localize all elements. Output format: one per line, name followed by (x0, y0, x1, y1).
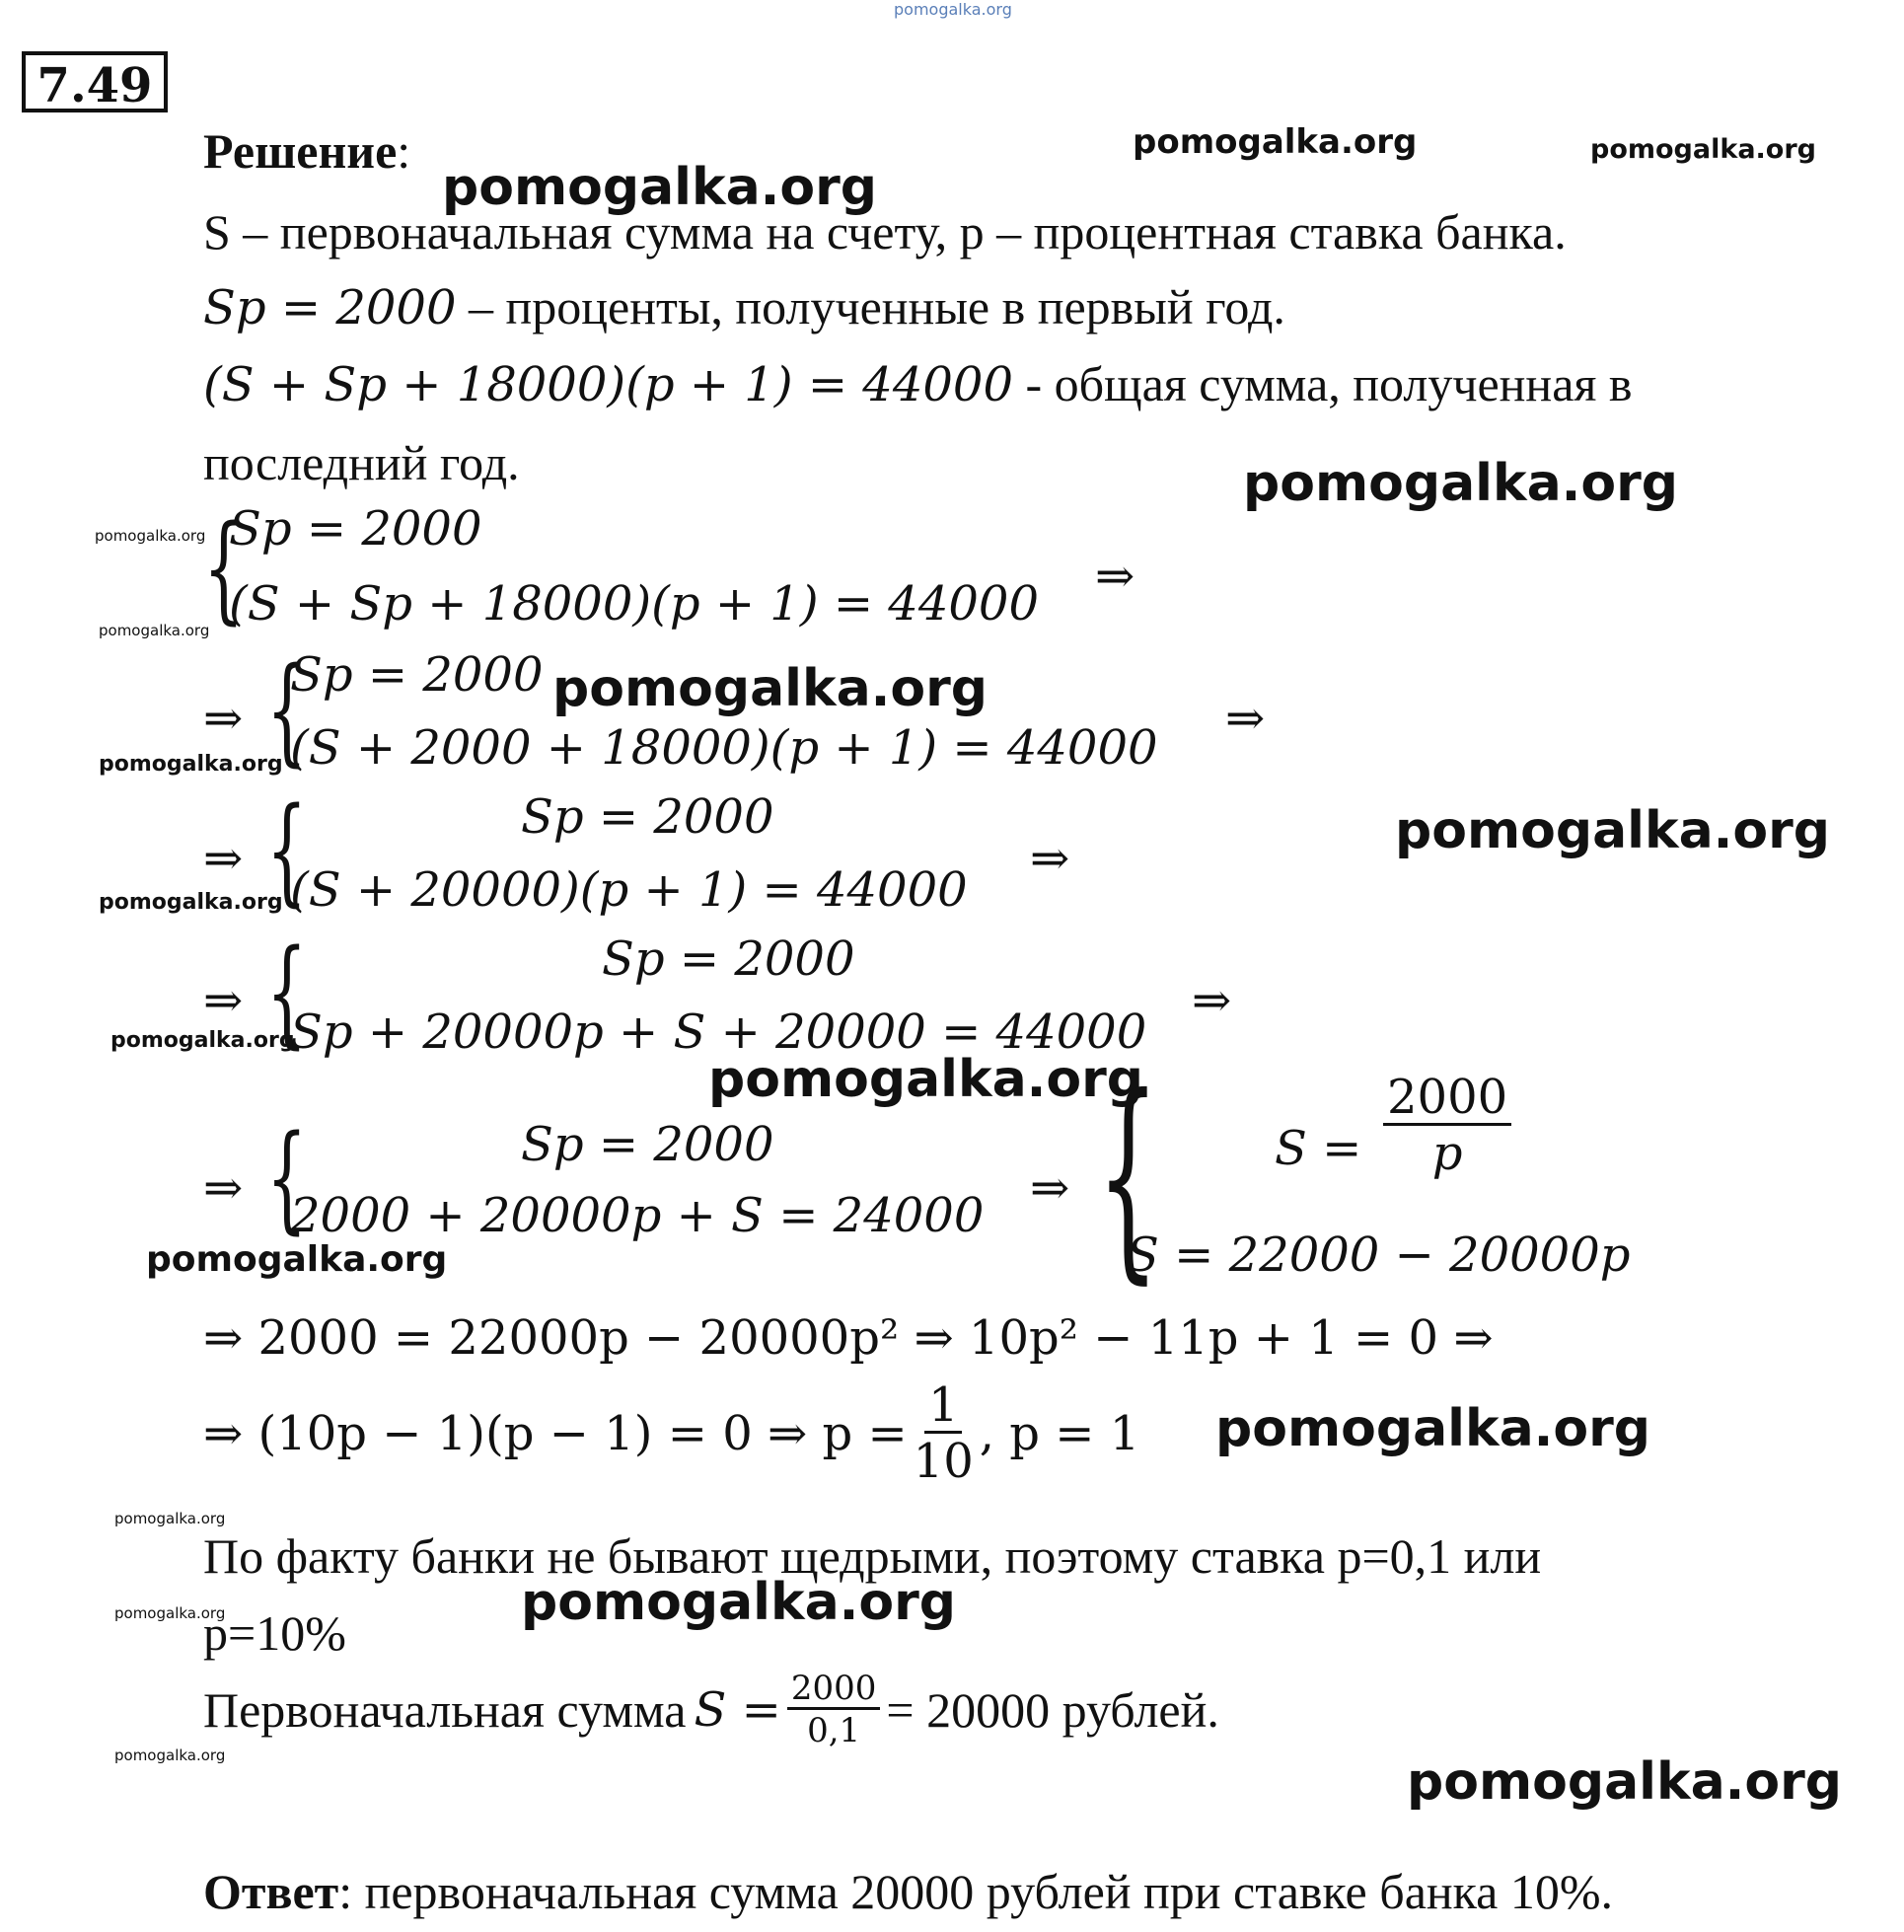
total-description: - общая сумма, полученная в (1013, 356, 1633, 411)
solution-label: Решение (203, 123, 398, 179)
watermark: pomogalka.org (114, 1604, 226, 1622)
interest-line (203, 278, 1285, 335)
initial-sum-result: = 20000 рублей. (886, 1681, 1219, 1738)
definition-line: S – первоначальная сумма на счету, p – процентная ставка банка. (203, 204, 1567, 260)
roots-numerator: 1 (924, 1381, 963, 1434)
watermark: pomogalka.org (1407, 1752, 1843, 1812)
system2-implies: ⇒ (1225, 691, 1266, 746)
system1-implies: ⇒ (1095, 549, 1135, 604)
watermark: pomogalka.org (1395, 801, 1831, 860)
initial-sum-numerator: 2000 (787, 1672, 881, 1710)
fact-line-2: p=10% (203, 1605, 346, 1661)
watermark: pomogalka.org (1243, 454, 1679, 513)
roots-line (203, 1377, 1140, 1489)
solution-heading (203, 122, 410, 180)
watermark: pomogalka.org (552, 659, 989, 718)
system3-lead: ⇒ (203, 831, 244, 886)
system-brace-1: { (203, 499, 245, 635)
total-equation: (S + Sp + 18000)(p + 1) = 44000 (203, 357, 1013, 412)
system6-fraction (1377, 1070, 1517, 1181)
system6-numerator: 2000 (1383, 1074, 1511, 1126)
problem-number-box (22, 51, 168, 112)
system2-lead: ⇒ (203, 691, 244, 746)
system-brace-6: { (1097, 1050, 1159, 1302)
watermark: pomogalka.org (146, 1239, 448, 1280)
system3-eq1: Sp = 2000 (521, 789, 774, 845)
system3-implies: ⇒ (1030, 831, 1070, 886)
system5-lead: ⇒ (203, 1160, 244, 1216)
watermark: pomogalka.org (521, 1573, 957, 1632)
system5-implies: ⇒ (1030, 1160, 1070, 1216)
system2-eq1: Sp = 2000 (290, 647, 544, 703)
watermark: pomogalka.org (114, 1510, 226, 1527)
system5-eq1: Sp = 2000 (521, 1117, 774, 1172)
watermark: pomogalka.org (99, 890, 283, 915)
system6-s-equals: S = (1275, 1121, 1362, 1176)
system-brace-3: { (266, 781, 308, 918)
system4-eq2: Sp + 20000p + S + 20000 = 44000 (290, 1004, 1147, 1060)
roots-denominator: 10 (913, 1434, 974, 1489)
total-line-continued: последний год. (203, 435, 520, 490)
watermark: pomogalka.org (442, 158, 878, 217)
watermark: pomogalka.org (114, 1746, 226, 1764)
system-brace-2: { (266, 641, 308, 778)
system1-eq2: (S + Sp + 18000)(p + 1) = 44000 (229, 576, 1039, 632)
watermark: pomogalka.org (1215, 1399, 1651, 1458)
watermark: pomogalka.org (95, 527, 206, 545)
interest-description: – проценты, полученные в первый год. (456, 279, 1285, 334)
system1-eq1: Sp = 2000 (229, 501, 482, 557)
fact-line-1: По факту банки не бывают щедрыми, поэтому ставка p=0,1 или (203, 1528, 1542, 1584)
quadratic-line: ⇒ 2000 = 22000p − 20000p² ⇒ 10p² − 11p + 1 = 0 ⇒ (203, 1310, 1494, 1366)
roots-right: , p = 1 (979, 1405, 1140, 1461)
system6-denominator: p (1431, 1126, 1463, 1181)
watermark: pomogalka.org (1133, 122, 1418, 162)
initial-sum-s: S = (694, 1681, 781, 1738)
watermark: pomogalka.org (99, 752, 283, 777)
watermark: pomogalka.org (99, 622, 210, 639)
answer-text: : первоначальная сумма 20000 рублей при ставке банка 10%. (338, 1864, 1614, 1919)
solution-colon: : (397, 123, 411, 179)
initial-sum-text: Первоначальная сумма (203, 1681, 687, 1738)
system6-eq2: S = 22000 − 20000p (1127, 1227, 1631, 1283)
roots-left: ⇒ (10p − 1)(p − 1) = 0 ⇒ p = (203, 1405, 908, 1461)
system3-eq2: (S + 20000)(p + 1) = 44000 (290, 862, 968, 918)
total-line (203, 355, 1633, 412)
watermark: pomogalka.org (708, 1050, 1144, 1109)
answer-label: Ответ (203, 1864, 339, 1919)
system4-eq1: Sp = 2000 (602, 931, 855, 987)
initial-sum-line (203, 1669, 1219, 1750)
system5-eq2: 2000 + 20000p + S = 24000 (290, 1188, 985, 1243)
system4-lead: ⇒ (203, 973, 244, 1028)
initial-sum-denominator: 0,1 (807, 1711, 861, 1750)
watermark: pomogalka.org (1590, 134, 1816, 165)
answer-line (203, 1863, 1613, 1920)
system2-eq2: (S + 2000 + 18000)(p + 1) = 44000 (290, 720, 1158, 776)
system-brace-4: { (266, 924, 308, 1060)
problem-number: 7.49 (37, 58, 153, 113)
watermark: pomogalka.org (110, 1028, 295, 1053)
interest-equation: Sp = 2000 (203, 280, 457, 335)
system4-implies: ⇒ (1192, 973, 1232, 1028)
system-brace-5: { (266, 1109, 308, 1245)
watermark-top: pomogalka.org (894, 0, 1012, 19)
